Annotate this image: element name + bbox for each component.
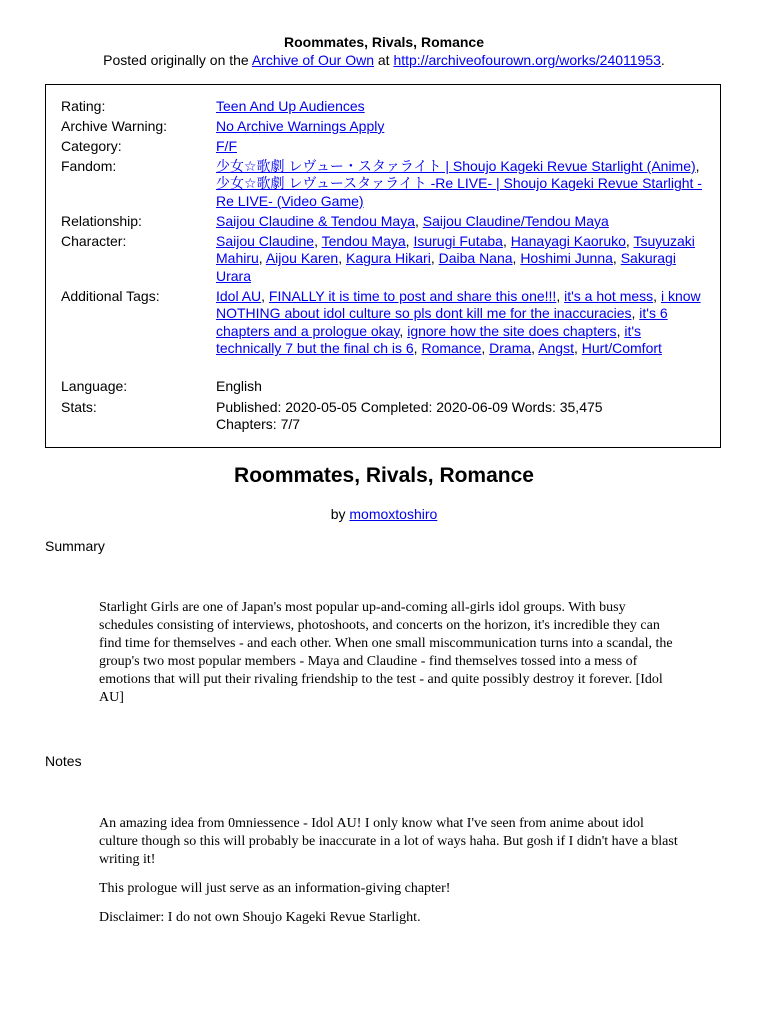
author-link[interactable]: momoxtoshiro [349, 506, 438, 522]
work-url-link[interactable]: http://archiveofourown.org/works/24011953 [393, 52, 661, 68]
category-label: Category: [61, 138, 122, 154]
tag-link[interactable]: Romance [421, 340, 482, 357]
tag-link[interactable]: Idol AU [216, 288, 262, 304]
summary-paragraph: Starlight Girls are one of Japan's most popular up-and-coming all-girls idol groups. With busy schedules consisting of interviews, photoshoots, and concerts on the horizon, it's incredible they can find time for themselves - and each other. When one small miscommunication turns into a scandal, the group's two most popular members - Maya and Claudine - find themselves tossed into a mess of emotions that will put their rivaling friendship to the test - and quite possibly destroy it forever. [Idol AU] [99, 600, 673, 705]
rating-label: Rating: [61, 98, 106, 114]
summary-heading: Summary [45, 538, 105, 554]
character-list: Saijou Claudine, Tendou Maya, Isurugi Futaba, Hanayagi Kaoruko, Tsuyuzaki Mahiru, Aijou Karen, Kagura Hikari, Daiba Nana, Hoshimi Junna, Sakuragi Urara [216, 233, 695, 284]
stats-label: Stats: [61, 399, 97, 415]
character-link[interactable]: Saijou Claudine [216, 233, 315, 249]
character-link[interactable]: Hanayagi Kaoruko [510, 233, 626, 249]
relationship-link[interactable]: Saijou Claudine/Tendou Maya [422, 213, 609, 229]
relationship-list [216, 213, 706, 230]
tag-link[interactable]: it's technically 7 but the final ch is 6 [216, 322, 642, 357]
notes-paragraph: Disclaimer: I do not own Shoujo Kageki Revue Starlight. [99, 910, 421, 925]
tag-link[interactable]: i know NOTHING about idol culture so pls dont kill me for the inaccuracies [216, 288, 701, 322]
relationship-link[interactable]: Saijou Claudine & Tendou Maya [216, 213, 415, 229]
at-text: at [373, 52, 394, 68]
fandom-link[interactable]: 少女☆歌劇 レヴュースタァライト -Re LIVE- | Shoujo Kageki Revue Starlight -Re LIVE- (Video Game) [216, 175, 702, 209]
tags-list: Idol AU, FINALLY it is time to post and share this one!!!, it's a hot mess, i know NOTHING about idol culture so pls dont kill me for the inaccuracies, it's 6 chapters and a prologue okay, ignore how the site does chapters, it's technically 7 but the final ch is 6, Romance, Drama, Angst, Hurt/Comfort [216, 288, 701, 357]
summary-text [99, 599, 679, 718]
period: . [660, 52, 665, 68]
notes-text [99, 815, 679, 938]
tag-link[interactable]: FINALLY it is time to post and share this one!!! [268, 288, 557, 304]
tag-link[interactable]: it's a hot mess [564, 288, 654, 304]
character-link[interactable]: Isurugi Futaba [413, 233, 503, 249]
character-link[interactable]: Aijou Karen [265, 250, 339, 267]
character-link[interactable]: Sakuragi Urara [216, 250, 676, 284]
warning-link[interactable]: No Archive Warnings Apply [216, 118, 385, 134]
tag-link[interactable]: ignore how the site does chapters [407, 322, 617, 339]
archive-link[interactable]: Archive of Our Own [251, 52, 374, 68]
fandom-label: Fandom: [61, 158, 117, 174]
header-title: Roommates, Rivals, Romance [284, 34, 484, 50]
metadata-box [45, 84, 721, 448]
rating-link[interactable]: Teen And Up Audiences [216, 98, 365, 114]
category-link[interactable]: F/F [216, 138, 237, 154]
language-value: English [216, 378, 262, 394]
tag-link[interactable]: it's 6 chapters and a prologue okay [216, 305, 668, 339]
notes-paragraph: An amazing idea from 0mniessence - Idol AU! I only know what I've seen from anime about idol culture though so this will probably be inaccurate in a lot of ways haha. But gosh if I didn't have a blast writing it! [99, 816, 678, 867]
stats-value [216, 399, 706, 434]
work-title: Roommates, Rivals, Romance [234, 464, 534, 487]
tag-link[interactable]: Angst [538, 340, 574, 357]
document-header [0, 33, 768, 69]
notes-heading: Notes [45, 753, 82, 769]
fandom-list [216, 158, 706, 210]
character-label: Character: [61, 233, 127, 249]
character-link[interactable]: Hoshimi Junna [520, 250, 613, 267]
stats-line-2: Chapters: 7/7 [216, 416, 301, 433]
character-link[interactable]: Tsuyuzaki Mahiru [216, 233, 695, 267]
tag-link[interactable]: Hurt/Comfort [581, 340, 662, 357]
language-label: Language: [61, 378, 128, 394]
comma-separator: , [695, 158, 700, 174]
byline [0, 505, 768, 523]
character-link[interactable]: Daiba Nana [438, 250, 513, 267]
notes-paragraph: This prologue will just serve as an information-giving chapter! [99, 881, 451, 896]
fandom-link[interactable]: 少女☆歌劇 レヴュー・スタァライト | Shoujo Kageki Revue Starlight (Anime) [216, 158, 696, 174]
character-link[interactable]: Tendou Maya [321, 233, 406, 249]
comma-separator: , [415, 213, 423, 229]
warning-label: Archive Warning: [61, 118, 168, 134]
character-link[interactable]: Kagura Hikari [345, 250, 431, 267]
posted-line [0, 51, 768, 69]
tags-label: Additional Tags: [61, 288, 160, 304]
by-text: by [330, 506, 350, 522]
tag-link[interactable]: Drama [489, 340, 532, 357]
stats-line-1: Published: 2020-05-05 Completed: 2020-06-09 Words: 35,475 [216, 399, 603, 415]
posted-prefix: Posted originally on the [103, 52, 252, 68]
relationship-label: Relationship: [61, 213, 142, 229]
